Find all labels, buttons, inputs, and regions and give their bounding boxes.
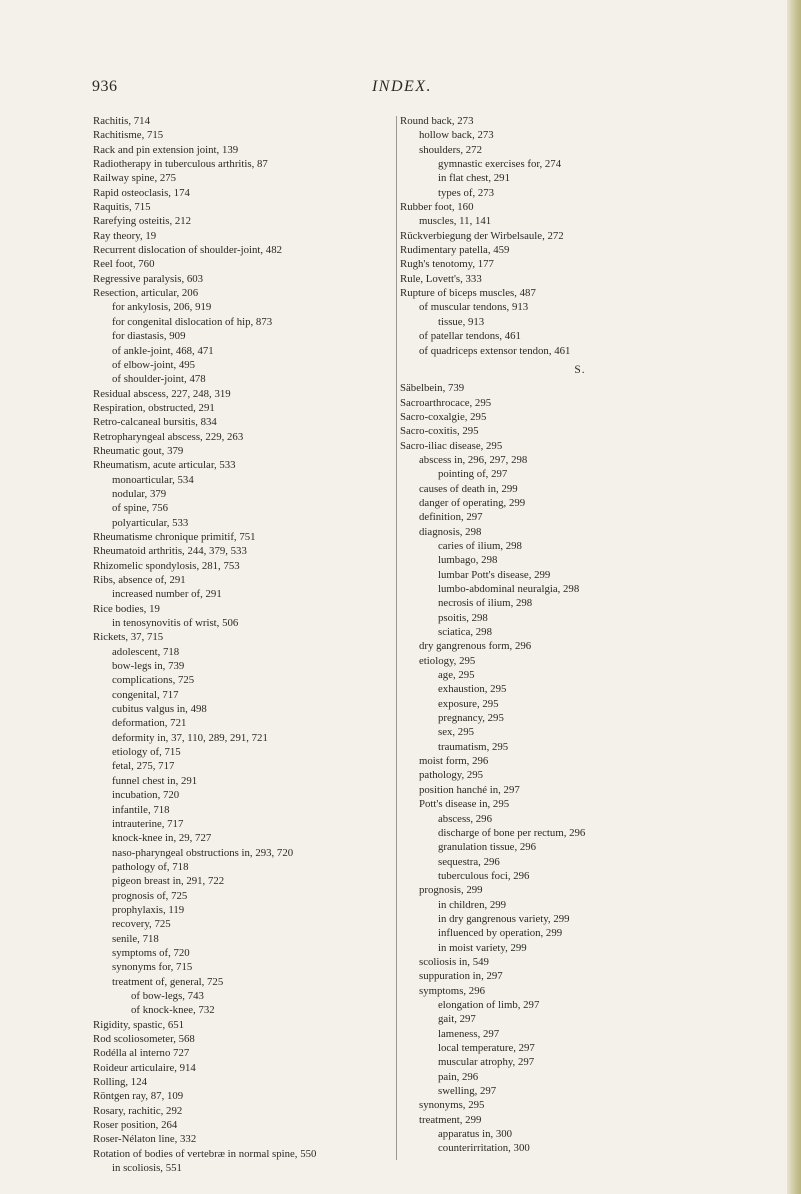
index-entry: Rickets, 37, 715: [93, 631, 164, 644]
index-entry: pointing of, 297: [438, 468, 508, 481]
index-entry: etiology of, 715: [112, 746, 181, 759]
index-entry: sequestra, 296: [438, 855, 500, 868]
index-entry: suppuration in, 297: [419, 970, 503, 983]
index-entry: Raquitis, 715: [93, 201, 151, 214]
page-header: [92, 78, 712, 102]
index-entry: in dry gangrenous variety, 299: [438, 912, 570, 925]
index-entry: psoitis, 298: [438, 611, 488, 624]
index-entry: lumbo-abdominal neuralgia, 298: [438, 583, 580, 595]
index-entry: senile, 718: [112, 932, 159, 945]
index-entry: of knock-knee, 732: [131, 1004, 215, 1017]
index-entry: complications, 725: [112, 674, 195, 687]
index-entry: in moist variety, 299: [438, 941, 527, 954]
index-entry: Railway spine, 275: [93, 172, 177, 185]
index-entry: shoulders, 272: [419, 143, 482, 156]
index-entry: Rachitisme, 715: [93, 129, 164, 142]
index-entry: muscular atrophy, 297: [438, 1056, 535, 1069]
index-entry: muscles, 11, 141: [419, 215, 492, 228]
index-entry: pain, 296: [438, 1070, 479, 1083]
index-entry: lumbar Pott's disease, 299: [438, 568, 551, 581]
index-entry: Roser-Nélaton line, 332: [93, 1133, 197, 1146]
running-head: INDEX.: [371, 78, 433, 95]
index-entry: Rack and pin extension joint, 139: [93, 143, 239, 156]
index-entry: discharge of bone per rectum, 296: [438, 826, 586, 839]
index-entry: Rapid osteoclasis, 174: [93, 186, 190, 199]
index-entry: granulation tissue, 296: [438, 841, 537, 854]
index-entry: Rolling, 124: [93, 1076, 147, 1089]
index-entry: necrosis of ilium, 298: [438, 597, 533, 610]
index-entry: naso-pharyngeal obstructions in, 293, 720: [112, 846, 294, 859]
index-entry: dry gangrenous form, 296: [419, 640, 532, 653]
index-entry: gait, 297: [438, 1013, 476, 1026]
index-entry: Rheumatisme chronique primitif, 751: [93, 530, 256, 543]
index-entry: for ankylosis, 206, 919: [112, 301, 212, 314]
index-entry: Rupture of biceps muscles, 487: [400, 287, 536, 300]
index-entry: treatment, 299: [419, 1113, 482, 1126]
index-entry: etiology, 295: [419, 654, 476, 667]
index-entry: fetal, 275, 717: [112, 760, 175, 773]
index-entry: synonyms for, 715: [112, 961, 193, 974]
index-entry: Rachitis, 714: [93, 115, 150, 127]
index-entry: deformation, 721: [112, 717, 187, 730]
index-entry: caries of ilium, 298: [438, 539, 522, 552]
index-entry: Ribs, absence of, 291: [93, 574, 186, 586]
index-entry: abscess, 296: [438, 812, 492, 825]
index-entry: knock-knee in, 29, 727: [112, 832, 212, 845]
index-entry: scoliosis in, 549: [419, 955, 489, 968]
index-entry: of bow-legs, 743: [131, 989, 204, 1002]
index-entry: danger of operating, 299: [419, 496, 526, 509]
index-entry: polyarticular, 533: [112, 516, 189, 529]
index-entry: Rodélla al interno 727: [93, 1047, 190, 1060]
index-entry: nodular, 379: [112, 487, 167, 500]
index-entry: monoarticular, 534: [112, 473, 194, 486]
index-entry: tissue, 913: [438, 315, 485, 328]
index-entry: hollow back, 273: [419, 129, 494, 142]
index-entry: adolescent, 718: [112, 645, 180, 658]
index-entry: bow-legs in, 739: [112, 660, 185, 673]
index-entry: congenital, 717: [112, 688, 179, 701]
index-entry: Reel foot, 760: [93, 258, 155, 271]
index-entry: of quadriceps extensor tendon, 461: [419, 344, 571, 357]
index-entry: Rigidity, spastic, 651: [93, 1018, 185, 1031]
index-entry: for congenital dislocation of hip, 873: [112, 315, 273, 328]
index-entry: Retro-calcaneal bursitis, 834: [93, 416, 217, 429]
index-entry: pregnancy, 295: [438, 712, 504, 725]
index-entry: Rheumatism, acute articular, 533: [93, 459, 236, 472]
index-entry: moist form, 296: [419, 755, 489, 768]
index-entry: Pott's disease in, 295: [419, 798, 510, 811]
index-entry: Residual abscess, 227, 248, 319: [93, 387, 231, 400]
index-entry: Rotation of bodies of vertebræ in normal spine, 550: [93, 1147, 317, 1160]
index-entry: synonyms, 295: [419, 1099, 485, 1112]
index-entry: Rule, Lovett's, 333: [400, 272, 482, 285]
index-entry: cubitus valgus in, 498: [112, 703, 207, 716]
index-entry: of spine, 756: [112, 502, 169, 515]
index-entry: traumatism, 295: [438, 740, 509, 753]
index-entry: types of, 273: [438, 186, 495, 199]
index-entry: Rheumatoid arthritis, 244, 379, 533: [93, 545, 247, 558]
index-entry: Ray theory, 19: [93, 229, 157, 242]
index-entry: of elbow-joint, 495: [112, 358, 196, 371]
index-entry: gymnastic exercises for, 274: [438, 158, 562, 171]
index-entry: Rosary, rachitic, 292: [93, 1104, 183, 1117]
index-entry: Rubber foot, 160: [400, 201, 474, 214]
index-entry: in children, 299: [438, 898, 507, 911]
index-entry: definition, 297: [419, 511, 483, 524]
page-number: 936: [92, 78, 118, 95]
index-entry: in flat chest, 291: [438, 172, 510, 185]
index-entry: diagnosis, 298: [419, 525, 482, 538]
index-entry: Rod scoliosometer, 568: [93, 1033, 195, 1045]
index-entry: Rudimentary patella, 459: [400, 244, 510, 257]
index-entry: pigeon breast in, 291, 722: [112, 875, 225, 888]
index-entry: age, 295: [438, 669, 475, 682]
index-column-right: [400, 114, 760, 1156]
page-edge-shadow: [787, 0, 801, 1194]
index-entry: lumbago, 298: [438, 554, 498, 567]
index-entry: Roideur articulaire, 914: [93, 1061, 196, 1074]
index-entry: Retropharyngeal abscess, 229, 263: [93, 430, 244, 443]
index-entry: of shoulder-joint, 478: [112, 373, 206, 386]
index-entry: Rarefying osteitis, 212: [93, 215, 192, 228]
index-entry: funnel chest in, 291: [112, 774, 198, 787]
index-entry: prognosis of, 725: [112, 889, 188, 902]
index-entry: deformity in, 37, 110, 289, 291, 721: [112, 731, 268, 744]
index-column-left: [93, 114, 393, 1175]
index-entry: elongation of limb, 297: [438, 998, 540, 1011]
index-entry: position hanché in, 297: [419, 783, 520, 796]
index-entry: treatment of, general, 725: [112, 975, 224, 988]
index-entry: of patellar tendons, 461: [419, 330, 521, 343]
index-entry: lameness, 297: [438, 1027, 500, 1040]
index-entry: Rhizomelic spondylosis, 281, 753: [93, 559, 240, 572]
index-entry: swelling, 297: [438, 1085, 497, 1098]
section-heading: S.: [574, 363, 586, 376]
index-entry: symptoms of, 720: [112, 946, 190, 959]
index-entry: infantile, 718: [112, 803, 170, 816]
index-entry: Radiotherapy in tuberculous arthritis, 87: [93, 158, 268, 171]
index-entry: intrauterine, 717: [112, 817, 184, 830]
index-entry: exposure, 295: [438, 697, 499, 710]
index-entry: counterirritation, 300: [438, 1142, 530, 1155]
index-entry: Respiration, obstructed, 291: [93, 401, 215, 414]
index-entry: Röntgen ray, 87, 109: [93, 1090, 184, 1103]
index-entry: of muscular tendons, 913: [419, 301, 529, 314]
index-entry: Regressive paralysis, 603: [93, 272, 204, 285]
index-entry: prophylaxis, 119: [112, 903, 185, 916]
index-entry: symptoms, 296: [419, 984, 485, 997]
index-entry: influenced by operation, 299: [438, 927, 563, 940]
index-entry: Roser position, 264: [93, 1119, 178, 1132]
index-entry: causes of death in, 299: [419, 482, 518, 495]
index-entry: Rheumatic gout, 379: [93, 444, 184, 457]
index-entry: Sacro-iliac disease, 295: [400, 439, 503, 452]
index-entry: sex, 295: [438, 726, 474, 739]
index-entry: incubation, 720: [112, 789, 180, 802]
index-entry: apparatus in, 300: [438, 1128, 513, 1141]
index-entry: local temperature, 297: [438, 1042, 535, 1054]
index-entry: Säbelbein, 739: [400, 382, 465, 395]
index-entry: recovery, 725: [112, 918, 171, 931]
index-entry: increased number of, 291: [112, 588, 222, 601]
column-divider: [396, 116, 397, 1160]
index-entry: in tenosynovitis of wrist, 506: [112, 617, 239, 630]
index-entry: sciatica, 298: [438, 626, 492, 639]
index-entry: Round back, 273: [400, 115, 474, 127]
index-entry: pathology, 295: [419, 769, 484, 782]
index-entry: Rice bodies, 19: [93, 602, 160, 615]
index-entry: for diastasis, 909: [112, 330, 186, 343]
index-entry: in scoliosis, 551: [112, 1162, 182, 1175]
index-entry: abscess in, 296, 297, 298: [419, 453, 528, 466]
index-entry: Rugh's tenotomy, 177: [400, 258, 494, 271]
index-entry: Recurrent dislocation of shoulder-joint, 482: [93, 244, 282, 257]
index-entry: exhaustion, 295: [438, 683, 507, 696]
index-entry: pathology of, 718: [112, 860, 189, 873]
index-entry: of ankle-joint, 468, 471: [112, 344, 214, 357]
index-entry: Sacro-coxalgie, 295: [400, 410, 487, 423]
index-entry: Resection, articular, 206: [93, 287, 199, 300]
index-entry: Rückverbiegung der Wirbelsaule, 272: [400, 229, 564, 242]
index-entry: Sacroarthrocace, 295: [400, 396, 492, 409]
index-entry: prognosis, 299: [419, 884, 483, 897]
index-entry: Sacro-coxitis, 295: [400, 425, 479, 438]
index-entry: tuberculous foci, 296: [438, 869, 530, 882]
